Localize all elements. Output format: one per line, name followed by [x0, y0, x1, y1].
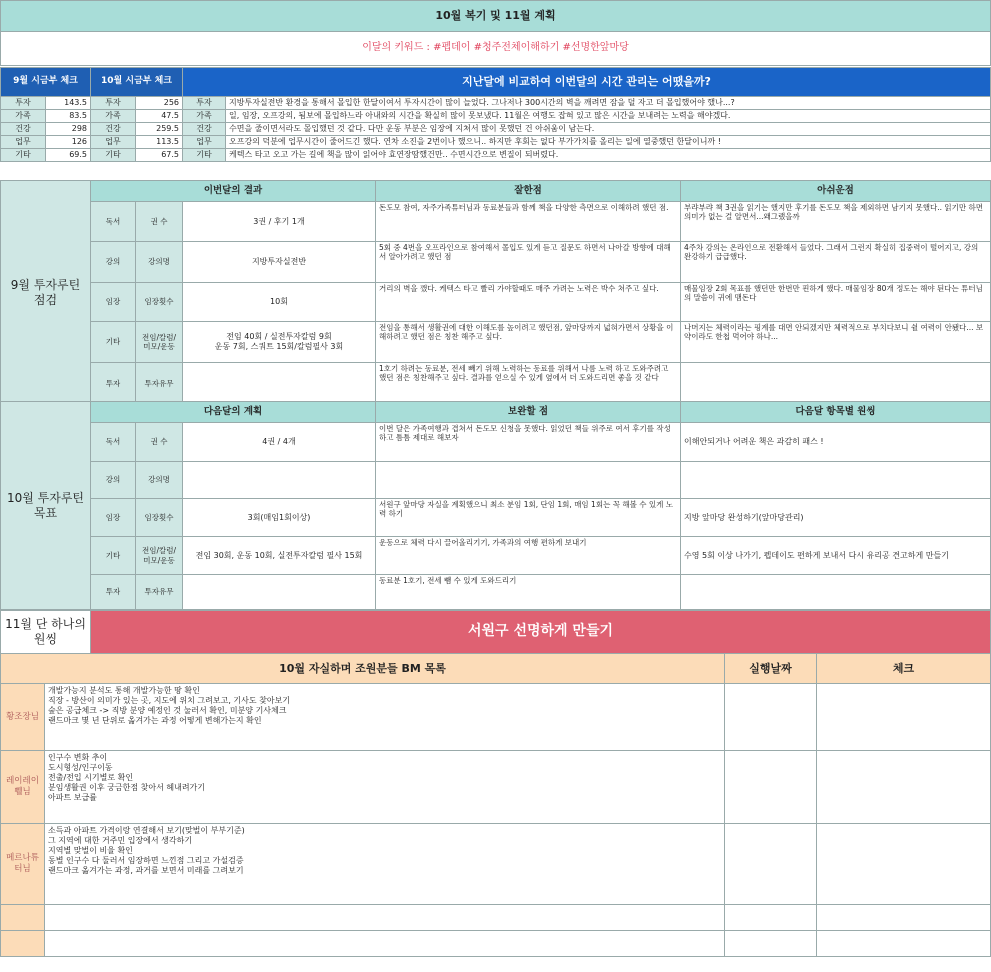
bm-items[interactable]	[45, 824, 725, 905]
row-metric: 전임/칼럼/미모/운동	[136, 537, 183, 575]
sep-row	[1, 202, 991, 242]
bm-item: 랜드마크 몇 년 단위로 옮겨가는 과정 어떻게 변해가는지 확인	[48, 716, 262, 725]
bm-item: 개발가능지 분석도 통해 개발가능한 땅 확인	[48, 686, 200, 695]
row-category: 임장	[91, 283, 136, 322]
time-row	[1, 97, 991, 110]
oct-improve-header: 보완할 점	[376, 402, 681, 423]
sep-hours[interactable]: 69.5	[46, 149, 91, 162]
improve-text[interactable]: 서원구 앞마당 자실을 계획했으니 최소 분임 1회, 단임 1회, 매임 1회는 꼭 해볼 수 있게 노력 하기	[376, 499, 681, 537]
one-thing-label: 11월 단 하나의 원씽	[1, 611, 91, 654]
bm-member-name: 레이레이쀌님	[1, 751, 45, 824]
time-check-table	[0, 67, 991, 162]
bad-text[interactable]	[681, 363, 991, 406]
time-comment[interactable]: 일, 임장, 오프강의, 됨보에 몰입하느라 아내와의 시간을 확실히 많이 못보냈다. 11월은 여행도 잡혀 있고 많은 시간을 보내려는 노력을 해야겠다.	[226, 110, 991, 123]
bm-items[interactable]	[45, 751, 725, 824]
bm-item: 전출/전입 시기별로 확인	[48, 773, 134, 782]
sep-hours[interactable]: 126	[46, 136, 91, 149]
sep-section-label: 9월 투자루틴 점검	[1, 181, 91, 406]
sep-hours[interactable]: 143.5	[46, 97, 91, 110]
oct-row	[1, 499, 991, 537]
time-label: 투자	[183, 97, 226, 110]
october-goal-table	[0, 401, 991, 610]
row-value[interactable]: 3권 / 후기 1개	[183, 202, 376, 242]
oct-hours[interactable]: 259.5	[136, 123, 183, 136]
row-category: 투자	[91, 363, 136, 406]
good-text[interactable]: 돈도모 참여, 자주가족튜터님과 동료분들과 함께 책을 다양한 측면으로 이해하려 했던 점.	[376, 202, 681, 242]
bm-item: 직장 - 방산이 의미가 있는 곳, 지도에 위치 그려보고, 기사도 찾아보기	[48, 696, 291, 705]
bm-member-name: 메르나튜터님	[1, 824, 45, 905]
september-review-table	[0, 180, 991, 406]
bm-item: 분임생활권 이후 궁금한점 찾아서 헤내려가기	[48, 783, 206, 792]
bm-items[interactable]	[45, 905, 725, 931]
sep-bad-header: 아쉬운점	[681, 181, 991, 202]
row-metric: 권 수	[136, 423, 183, 462]
bm-item: 아파트 보급률	[48, 793, 97, 802]
row-metric: 임장횟수	[136, 499, 183, 537]
time-label: 투자	[91, 97, 136, 110]
good-text[interactable]: 1호기 하려는 동료분, 전세 빼기 위해 노력하는 동료를 위해서 나름 노력 하고 도와주려고 했던 점은 칭찬해주고 싶다. 결과를 얻으실 수 있게 옆에서 더 도와드리면 좋을 것 같다	[376, 363, 681, 406]
time-row	[1, 110, 991, 123]
bm-member-name: 황조장님	[1, 684, 45, 751]
time-label: 업무	[183, 136, 226, 149]
bm-item: 도시형성/인구이동	[48, 763, 113, 772]
row-category: 독서	[91, 423, 136, 462]
time-comment[interactable]: 오프강의 덕분에 업무시간이 줄어드긴 했다. 연차 소진을 2번이나 했으니.. 하지만 후회는 없다 부가가치를 올리는 일에 열중했던 한달이니까 !	[226, 136, 991, 149]
row-category: 임장	[91, 499, 136, 537]
bm-empty-row	[1, 905, 991, 931]
row-category: 독서	[91, 202, 136, 242]
row-metric: 권 수	[136, 202, 183, 242]
bm-member-name	[1, 931, 45, 957]
bm-check-cell[interactable]	[817, 931, 991, 957]
oct-section-label: 10월 투자루틴 목표	[1, 402, 91, 610]
time-label: 업무	[91, 136, 136, 149]
row-value[interactable]: 전임 30회, 운동 10회, 실전투자칼럼 필사 15회	[183, 537, 376, 575]
bm-date-cell[interactable]	[725, 905, 817, 931]
wish-text[interactable]: 이해안되거나 어려운 책은 과감히 패스 !	[681, 423, 991, 462]
bad-text[interactable]: 4주차 강의는 온라인으로 전환해서 들었다. 그래서 그런지 확실히 집중력이 떨어지고, 강의 완강하기 급급했다.	[681, 242, 991, 283]
oct-hours[interactable]: 256	[136, 97, 183, 110]
time-row	[1, 123, 991, 136]
improve-text[interactable]: 이번 달은 가족여행과 겹쳐서 돈도모 신청을 못했다. 읽었던 책들 위주로 여서 후기를 작성하고 틈틈 제대로 해보자	[376, 423, 681, 462]
row-metric: 강의명	[136, 462, 183, 499]
row-value[interactable]	[183, 462, 376, 499]
bm-item: 그 지역에 대한 거주민 입장에서 생각하기	[48, 836, 193, 845]
time-label: 기타	[183, 149, 226, 162]
wish-text[interactable]: 지방 앞마당 완성하기(앞마당관리)	[681, 499, 991, 537]
bm-date-header: 실행날짜	[725, 654, 817, 684]
bm-check-cell[interactable]	[817, 824, 991, 905]
bm-item: 소득과 아파트 가격이랑 연결해서 보기(맞벌이 부부기준)	[48, 826, 245, 835]
oct-plan-header: 다음달의 계획	[91, 402, 376, 423]
time-label: 가족	[1, 110, 46, 123]
bm-item: 지역별 맞벌이 비율 확인	[48, 846, 133, 855]
time-question-header: 지난달에 비교하여 이번달의 시간 관리는 어땠을까?	[183, 68, 991, 97]
row-value[interactable]: 전임 40회 / 실전투자칼럼 9회 운동 7회, 스쿼트 15회/칼럼필사 3회	[183, 322, 376, 363]
row-category: 강의	[91, 242, 136, 283]
sep-good-header: 잘한점	[376, 181, 681, 202]
bm-item: 인구수 변화 추이	[48, 753, 108, 762]
time-label: 가족	[91, 110, 136, 123]
bm-row	[1, 824, 991, 905]
oct-hours[interactable]: 67.5	[136, 149, 183, 162]
row-value[interactable]: 4권 / 4개	[183, 423, 376, 462]
one-thing-table	[0, 610, 991, 654]
sep-row	[1, 322, 991, 363]
row-metric: 투자유무	[136, 575, 183, 610]
improve-text[interactable]: 동료분 1호기, 전세 뺌 수 있게 도와드리기	[376, 575, 681, 610]
time-label: 가족	[183, 110, 226, 123]
bm-date-cell[interactable]	[725, 824, 817, 905]
row-metric: 전임/칼럼/미모/운동	[136, 322, 183, 363]
oct-hours[interactable]: 47.5	[136, 110, 183, 123]
bm-check-cell[interactable]	[817, 751, 991, 824]
sep-row	[1, 283, 991, 322]
time-label: 건강	[183, 123, 226, 136]
oct-row	[1, 423, 991, 462]
bm-item: 숲은 공급체크 -> 직방 분양 예정인 것 눌러서 확인, 미분양 기사체크	[48, 706, 287, 715]
sep-hours[interactable]: 298	[46, 123, 91, 136]
oct-row	[1, 462, 991, 499]
sep-time-header: 9월 시금부 체크	[1, 68, 91, 97]
row-value[interactable]: 10회	[183, 283, 376, 322]
time-label: 기타	[1, 149, 46, 162]
time-row	[1, 136, 991, 149]
bm-row	[1, 751, 991, 824]
wish-text[interactable]	[681, 462, 991, 499]
bm-item: 랜드마크 옮겨가는 과정, 과거를 보면서 미래를 그려보기	[48, 866, 244, 875]
sep-row	[1, 363, 991, 406]
bm-check-cell[interactable]	[817, 905, 991, 931]
time-comment[interactable]: 케텍스 타고 오고 가는 길에 책을 많이 읽어야 효연장땀했건만.. 수면시간으로 변질이 되버렸다.	[226, 149, 991, 162]
bm-item: 동별 인구수 다 둘러서 임장하면 느낀점 그리고 가설검증	[48, 856, 244, 865]
bm-header: 10월 자실하며 조원분들 BM 목록	[1, 654, 725, 684]
oct-wish-header: 다음달 항목별 원씽	[681, 402, 991, 423]
bm-table	[0, 653, 991, 957]
page-title: 10월 복기 및 11월 계획	[1, 1, 991, 32]
title-table	[0, 0, 991, 66]
row-metric: 투자유무	[136, 363, 183, 406]
row-category: 기타	[91, 537, 136, 575]
row-category: 기타	[91, 322, 136, 363]
bm-date-cell[interactable]	[725, 751, 817, 824]
row-metric: 강의명	[136, 242, 183, 283]
improve-text[interactable]: 운동으로 체력 다시 끌어올리기기, 가족과의 여행 편하게 보내기	[376, 537, 681, 575]
bm-check-header: 체크	[817, 654, 991, 684]
bm-empty-row	[1, 931, 991, 957]
good-text[interactable]: 거리의 벽을 깼다. 케텍스 타고 빨리 가야할때도 매주 가려는 노력은 박수 쳐주고 싶다.	[376, 283, 681, 322]
oct-hours[interactable]: 113.5	[136, 136, 183, 149]
bm-check-cell[interactable]	[817, 684, 991, 751]
wish-text[interactable]	[681, 575, 991, 610]
row-value[interactable]	[183, 575, 376, 610]
oct-row	[1, 575, 991, 610]
row-value[interactable]	[183, 363, 376, 406]
row-metric: 임장횟수	[136, 283, 183, 322]
oct-time-header: 10월 시금부 체크	[91, 68, 183, 97]
improve-text[interactable]	[376, 462, 681, 499]
bad-text[interactable]: 나머지는 체력이라는 핑계를 대면 안되겠지만 체력적으로 부치다보니 쉴 여력이 안됐다... 보약이라도 한첩 먹어야 하나...	[681, 322, 991, 363]
sep-hours[interactable]: 83.5	[46, 110, 91, 123]
good-text[interactable]: 5회 중 4번을 오프라인으로 참여해서 몰입도 있게 듣고 질문도 하면서 나아갈 방향에 대해서 알아가려고 했던 점	[376, 242, 681, 283]
oct-row	[1, 537, 991, 575]
bm-member-name	[1, 905, 45, 931]
time-label: 기타	[91, 149, 136, 162]
time-label: 건강	[1, 123, 46, 136]
row-value[interactable]: 3회(매임1회이상)	[183, 499, 376, 537]
good-text[interactable]: 전임을 통해서 생활권에 대한 이해도를 높이려고 했던점, 앞마당까지 넓혀가면서 상황을 이해하려고 했던 점은 칭찬 해주고 싶다.	[376, 322, 681, 363]
sep-result-header: 이번달의 결과	[91, 181, 376, 202]
wish-text[interactable]: 수영 5회 이상 나가기, 펩데이도 편하게 보내서 다시 유리공 견고하게 만들기	[681, 537, 991, 575]
bad-text[interactable]: 부랴부랴 책 3권을 읽기는 했지만 후기를 돈도모 책을 제외하면 남기지 못했다.. 읽기만 하면 의미가 없는 걸 알면서...왜그랬을까	[681, 202, 991, 242]
row-value[interactable]: 지방투자실전반	[183, 242, 376, 283]
time-comment[interactable]: 수면을 줄이면서라도 몰입했던 것 같다. 다만 운동 부분은 임장에 지쳐서 많이 못했던 건 아쉬움이 남는다.	[226, 123, 991, 136]
bm-date-cell[interactable]	[725, 931, 817, 957]
time-comment[interactable]: 지방투자실전반 환경을 통해서 몰입한 한달이여서 투자시간이 많이 늘었다. 그나저나 300시간의 벽을 깨려면 잠을 덜 자고 더 몰입했어야 했나...?	[226, 97, 991, 110]
bad-text[interactable]: 매물임장 2회 목표를 했던만 한번만 핀하게 했다. 매물임장 80개 정도는 해야 된다는 튜터님의 말씀이 귀에 맴돈다	[681, 283, 991, 322]
time-label: 건강	[91, 123, 136, 136]
time-row	[1, 149, 991, 162]
row-category: 강의	[91, 462, 136, 499]
monthly-keyword: 이달의 키워드 : #펩데이 #청주전체이해하기 #선명한앞마당	[1, 32, 991, 66]
sep-row	[1, 242, 991, 283]
time-label: 업무	[1, 136, 46, 149]
row-category: 투자	[91, 575, 136, 610]
bm-date-cell[interactable]	[725, 684, 817, 751]
bm-row	[1, 684, 991, 751]
bm-items[interactable]	[45, 931, 725, 957]
bm-items[interactable]	[45, 684, 725, 751]
one-thing-value[interactable]: 서원구 선명하게 만들기	[91, 611, 991, 654]
time-label: 투자	[1, 97, 46, 110]
